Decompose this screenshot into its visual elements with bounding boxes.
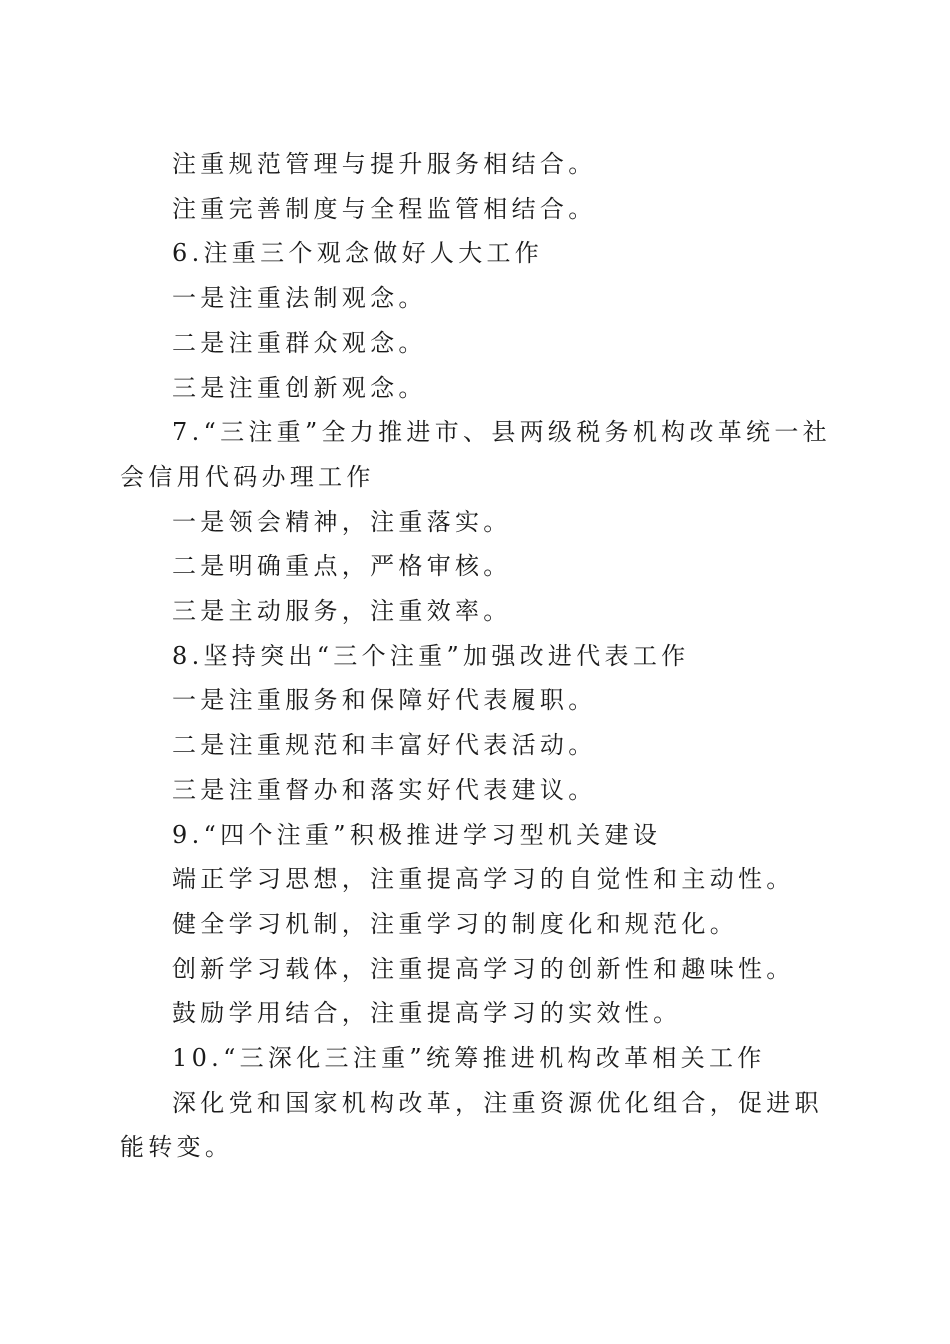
heading-7: 7.“三注重”全力推进市、县两级税务机构改革统一社会信用代码办理工作 xyxy=(120,418,831,491)
paragraph-17: 健全学习机制，注重学习的制度化和规范化。 xyxy=(172,909,738,938)
paragraph-10: 三是主动服务，注重效率。 xyxy=(172,597,512,626)
paragraph-13: 二是注重规范和丰富好代表活动。 xyxy=(172,731,597,760)
paragraph-6: 三是注重创新观念。 xyxy=(172,373,427,402)
paragraph-9: 二是明确重点，严格审核。 xyxy=(172,552,512,581)
heading-8: 8.坚持突出“三个注重”加强改进代表工作 xyxy=(172,641,690,670)
paragraph-18: 创新学习载体，注重提高学习的创新性和趣味性。 xyxy=(172,954,795,983)
paragraph-21: 深化党和国家机构改革，注重资源优化组合，促进职能转变。 xyxy=(120,1088,823,1162)
document-body xyxy=(120,142,832,1170)
heading-10: 10.“三深化三注重”统筹推进机构改革相关工作 xyxy=(172,1044,766,1073)
paragraph-4: 一是注重法制观念。 xyxy=(172,284,427,313)
paragraph-19: 鼓励学用结合，注重提高学习的实效性。 xyxy=(172,999,682,1028)
paragraph-12: 一是注重服务和保障好代表履职。 xyxy=(172,686,597,715)
heading-6: 6.注重三个观念做好人大工作 xyxy=(172,239,544,268)
paragraph-8: 一是领会精神，注重落实。 xyxy=(172,507,512,536)
paragraph-5: 二是注重群众观念。 xyxy=(172,328,427,357)
heading-9: 9.“四个注重”积极推进学习型机关建设 xyxy=(172,820,662,849)
paragraph-14: 三是注重督办和落实好代表建议。 xyxy=(172,775,597,804)
paragraph-2: 注重完善制度与全程监管相结合。 xyxy=(172,194,597,223)
paragraph-16: 端正学习思想，注重提高学习的自觉性和主动性。 xyxy=(172,865,795,894)
paragraph-1: 注重规范管理与提升服务相结合。 xyxy=(172,150,597,178)
